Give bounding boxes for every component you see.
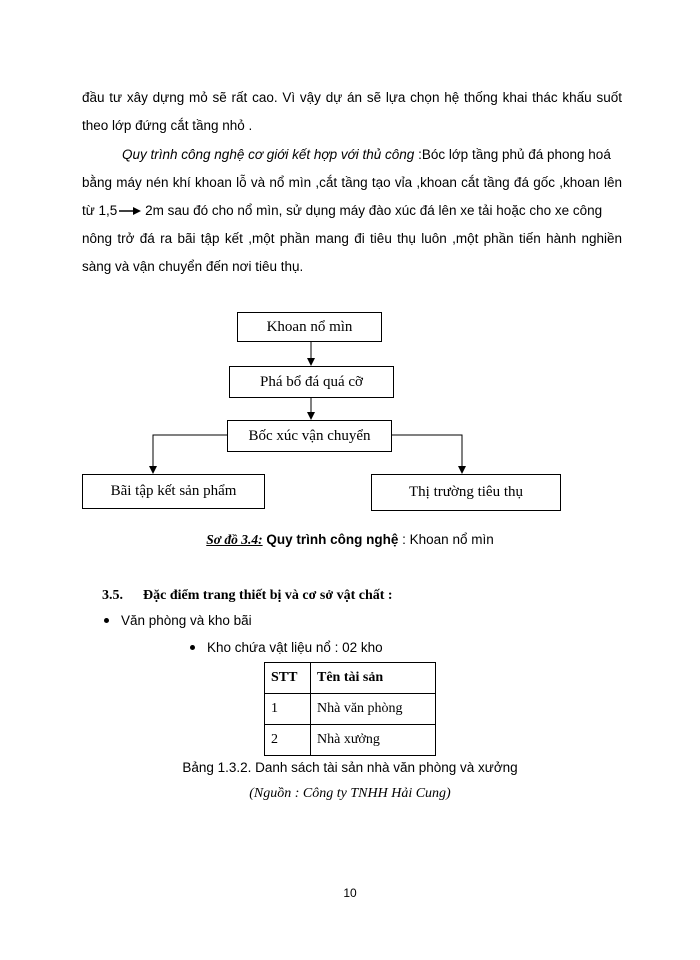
table-cell-asset-name: Nhà văn phòng <box>311 694 436 725</box>
paragraph-2-line-5: sàng và vận chuyển đến nơi tiêu thụ. <box>82 259 304 274</box>
table-cell-stt: 1 <box>265 694 311 725</box>
paragraph-2-line-2: bằng máy nén khí khoan lỗ và nổ mìn ,cắt tầng tạo vỉa ,khoan cắt tầng đá gốc ,khoan lên <box>82 175 622 190</box>
paragraph-1-line-2: theo lớp đứng cắt tầng nhỏ . <box>82 118 253 133</box>
bullet-icon <box>104 618 109 623</box>
bullet-item-2-text: Kho chứa vật liệu nổ : 02 kho <box>207 640 383 655</box>
assets-table <box>264 662 436 756</box>
flow-branch-product-yard: Bãi tập kết sản phẩm <box>82 474 265 509</box>
diagram-caption-rest: : Khoan nổ mìn <box>398 532 494 547</box>
table-cell-asset-name: Nhà xưởng <box>311 725 436 756</box>
source-note: (Nguồn : Công ty TNHH Hải Cung) <box>249 786 451 801</box>
paragraph-2-line-3-end: 2m sau đó cho nổ mìn, sử dụng máy đào xúc đá lên xe tải hoặc cho xe công <box>141 203 603 218</box>
paragraph-2-line-4: nông trở đá ra bãi tập kết ,một phần mang đi tiêu thụ luôn ,một phần tiến hành nghiền <box>82 231 622 246</box>
section-heading <box>102 588 393 604</box>
table-cell-stt: 2 <box>265 725 311 756</box>
section-number: 3.5. <box>102 588 123 603</box>
bullet-item-1-text: Văn phòng và kho bãi <box>121 613 252 628</box>
section-title: Đặc điểm trang thiết bị và cơ sở vật chất : <box>143 588 393 603</box>
diagram-caption-bold: Quy trình công nghệ <box>266 532 399 547</box>
table-row <box>265 694 436 725</box>
flow-step-loading-transport: Bốc xúc vận chuyển <box>227 420 392 452</box>
flow-step-drilling-blasting: Khoan nổ mìn <box>237 312 382 342</box>
table-header-stt: STT <box>265 663 311 694</box>
table-caption: Bảng 1.3.2. Danh sách tài sản nhà văn phòng và xưởng <box>182 760 518 775</box>
table-row <box>265 725 436 756</box>
paragraph-2-lead: Quy trình công nghệ cơ giới kết hợp với thủ công <box>122 147 415 162</box>
paragraph-1-line-1: đầu tư xây dựng mỏ sẽ rất cao. Vì vậy dự án sẽ lựa chọn hệ thống khai thác khấu suốt <box>82 90 622 105</box>
diagram-caption <box>0 532 700 548</box>
connector-to-right-branch <box>392 435 462 473</box>
page-number: 10 <box>343 886 357 900</box>
paragraph-2-line-1-rest: :Bóc lớp tầng phủ đá phong hoá <box>414 147 611 162</box>
flow-step-oversize-breaking: Phá bổ đá quá cỡ <box>229 366 394 398</box>
bullet-icon <box>190 645 195 650</box>
table-header-asset-name: Tên tài sản <box>311 663 436 694</box>
bullet-item-1 <box>104 613 252 628</box>
bullet-item-2 <box>190 640 383 655</box>
connector-to-left-branch <box>153 435 227 473</box>
table-header-row <box>265 663 436 694</box>
flow-branch-consumer-market: Thị trường tiêu thụ <box>371 474 561 511</box>
diagram-caption-label: Sơ đồ 3.4: <box>206 532 263 547</box>
paragraph-2-line-3-start: từ 1,5 <box>82 203 118 218</box>
